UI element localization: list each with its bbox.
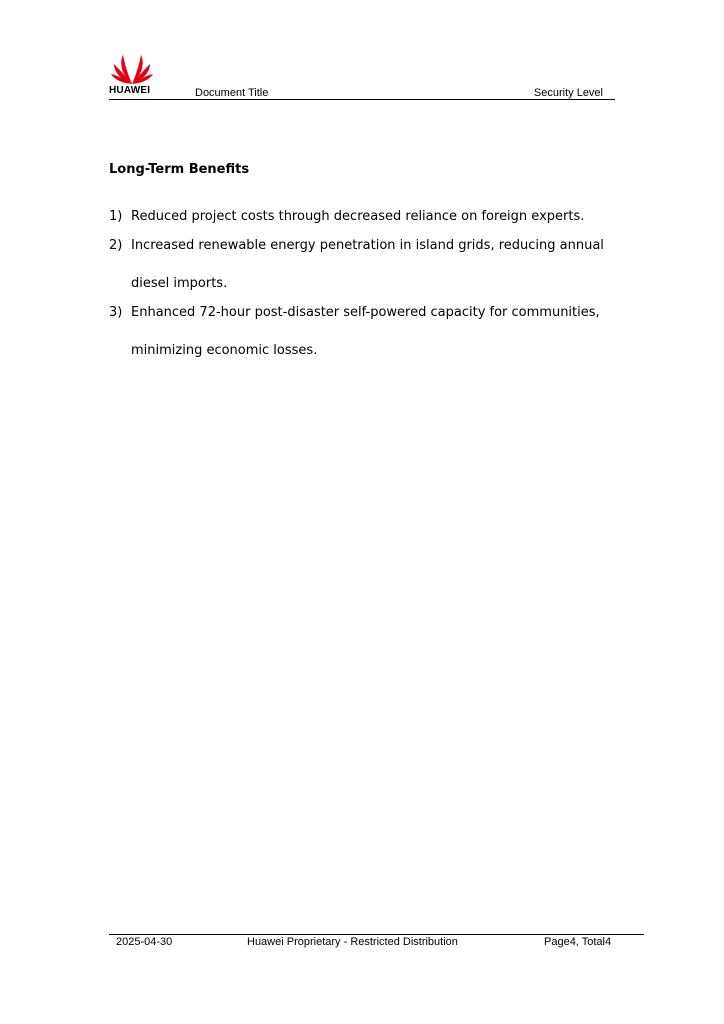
footer-classification: Huawei Proprietary - Restricted Distribution — [247, 936, 458, 948]
document-title: Document Title — [195, 87, 269, 99]
list-item-number: 2) — [109, 238, 123, 253]
footer-divider — [109, 934, 644, 935]
section-heading: Long-Term Benefits — [109, 162, 250, 177]
list-item — [109, 294, 629, 370]
list-item-text: Reduced project costs through decreased reliance on foreign experts. — [131, 209, 585, 224]
list-item — [109, 227, 629, 303]
list-item-number: 1) — [109, 209, 123, 224]
page-header — [109, 50, 615, 100]
footer-page-number: Page4, Total4 — [544, 936, 612, 948]
security-level: Security Level — [533, 87, 603, 99]
benefit-list — [109, 198, 629, 370]
logo-wordmark: HUAWEI — [109, 85, 151, 96]
document-body — [109, 160, 629, 370]
footer-date: 2025-04-30 — [116, 936, 173, 948]
list-item-text: Increased renewable energy penetration in island grids, reducing annual diesel imports. — [131, 238, 604, 291]
header-divider — [109, 99, 615, 100]
list-item-text: Enhanced 72-hour post-disaster self-powered capacity for communities, minimizing economic losses. — [131, 305, 600, 358]
list-item-number: 3) — [109, 305, 123, 320]
